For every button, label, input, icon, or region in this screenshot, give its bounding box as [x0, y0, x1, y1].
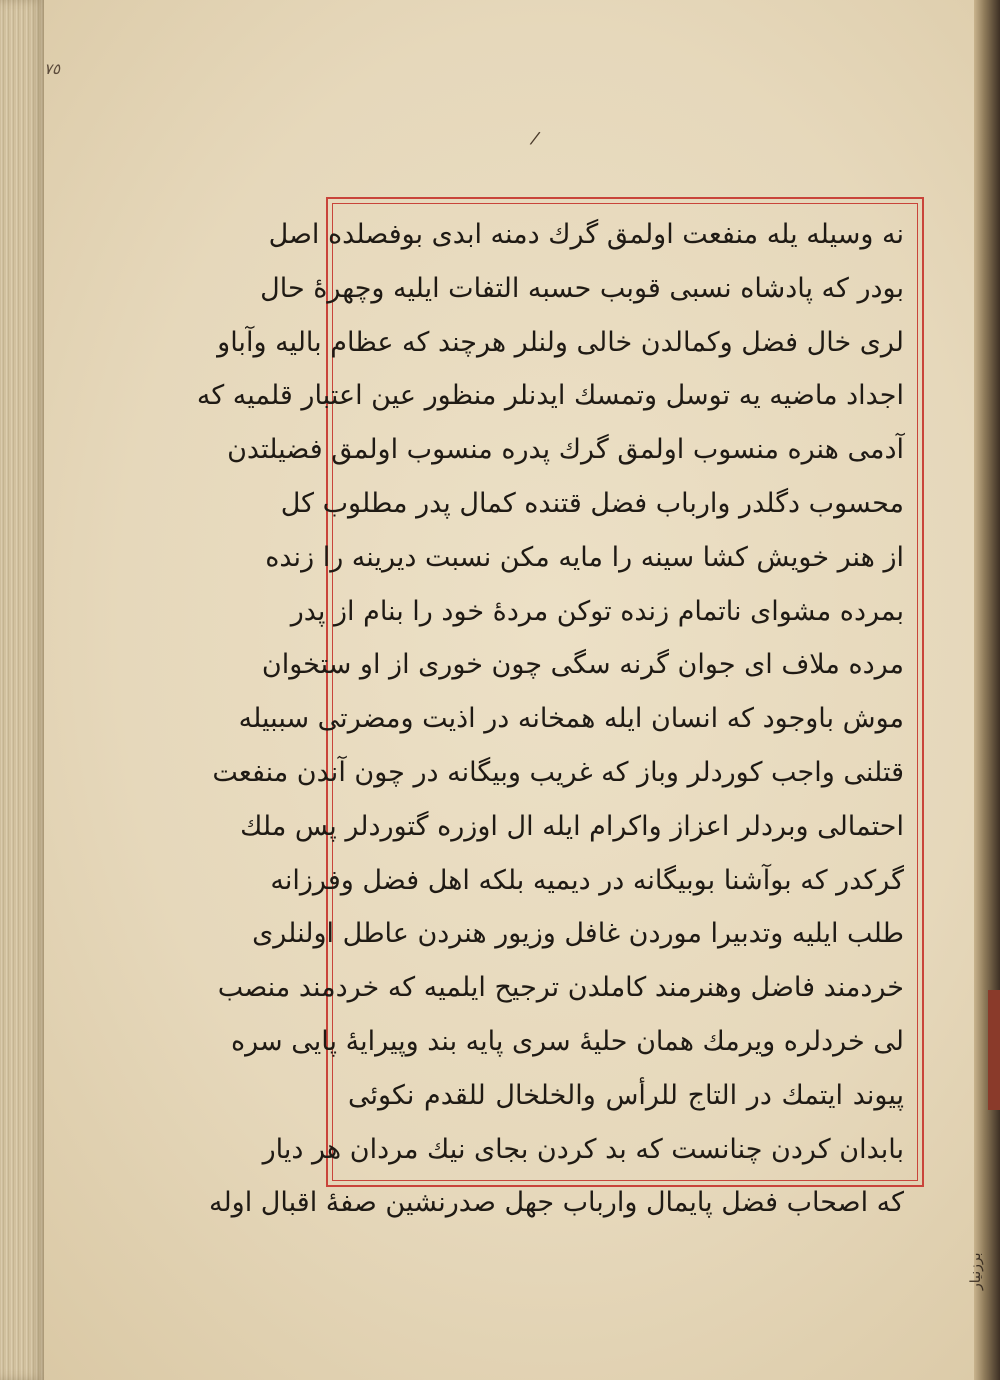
- text-line: موش باوجود كه انسان ایله همخانه در اذیت ومضرتی سببیله: [238, 703, 904, 735]
- text-line: از هنر خویش كشا سینه را مایه مكن نسبت دیرینه را زنده: [265, 541, 904, 573]
- text-line: بابدان كردن چنانست كه بد كردن بجای نیك مردان هر دیار: [262, 1133, 904, 1165]
- text-line: قتلنی واجب كوردلر وباز كه غریب وبیگانه در چون آندن منفعت: [212, 756, 904, 788]
- text-line: مرده ملاف ای جوان گرنه سگی چون خوری از او ستخوان: [261, 649, 904, 681]
- text-line: لری خال فضل وكمالدن خالی ولنلر هرچند كه عظام بالیه وآباو: [217, 326, 904, 358]
- binding-right-edge: [974, 0, 1000, 1380]
- text-block: [196, 208, 912, 1219]
- text-line: محسوب دگلدر وارباب فضل قتنده كمال پدر مطلوب كل: [280, 487, 904, 519]
- margin-note: برزنیار: [968, 1252, 984, 1290]
- text-line: نه وسیله یله منفعت اولمق گرك دمنه ابدی بوفصلده اصل: [268, 219, 904, 250]
- text-line: اجداد ماضیه یه توسل وتمسك ایدنلر منظور عین اعتبار قلمیه كه: [196, 380, 904, 412]
- folio-number: ٧٥: [44, 60, 61, 78]
- bookmark-strip: [988, 990, 1000, 1110]
- text-line: بودر كه پادشاه نسبی قوبب حسبه التفات ایلیه وچهرهٔ حال: [260, 272, 904, 304]
- text-line: خردمند فاضل وهنرمند كاملدن ترجیح ایلمیه كه خردمند منصب: [217, 972, 904, 1004]
- text-line: احتمالی وبردلر اعزاز واكرام ایله ال اوزره گتوردلر پس ملك: [240, 810, 904, 842]
- text-line: آدمی هنره منسوب اولمق گرك پدره منسوب اولمق فضیلتدن: [227, 434, 904, 466]
- page-stack-left-edge: [0, 0, 44, 1380]
- text-line: پیوند ایتمك در التاج للرأس والخلخال للقدم نكوئی: [348, 1079, 904, 1111]
- stray-mark: /: [528, 127, 542, 150]
- text-line: لی خردلره ویرمك همان حلیهٔ سری پایه بند وپیرایهٔ پایی سره: [231, 1025, 904, 1057]
- text-line: گركدر كه بوآشنا بوبیگانه در دیمیه بلكه اهل فضل وفرزانه: [270, 864, 904, 896]
- text-line: كه اصحاب فضل پایمال وارباب جهل صدرنشین صفهٔ اقبال اوله: [208, 1187, 904, 1219]
- text-line: بمرده مشوای ناتمام زنده توكن مردهٔ خود را بنام از پدر: [290, 595, 904, 627]
- text-line: طلب ایلیه وتدبیرا موردن غافل وزیور هنردن عاطل اولنلری: [252, 918, 904, 950]
